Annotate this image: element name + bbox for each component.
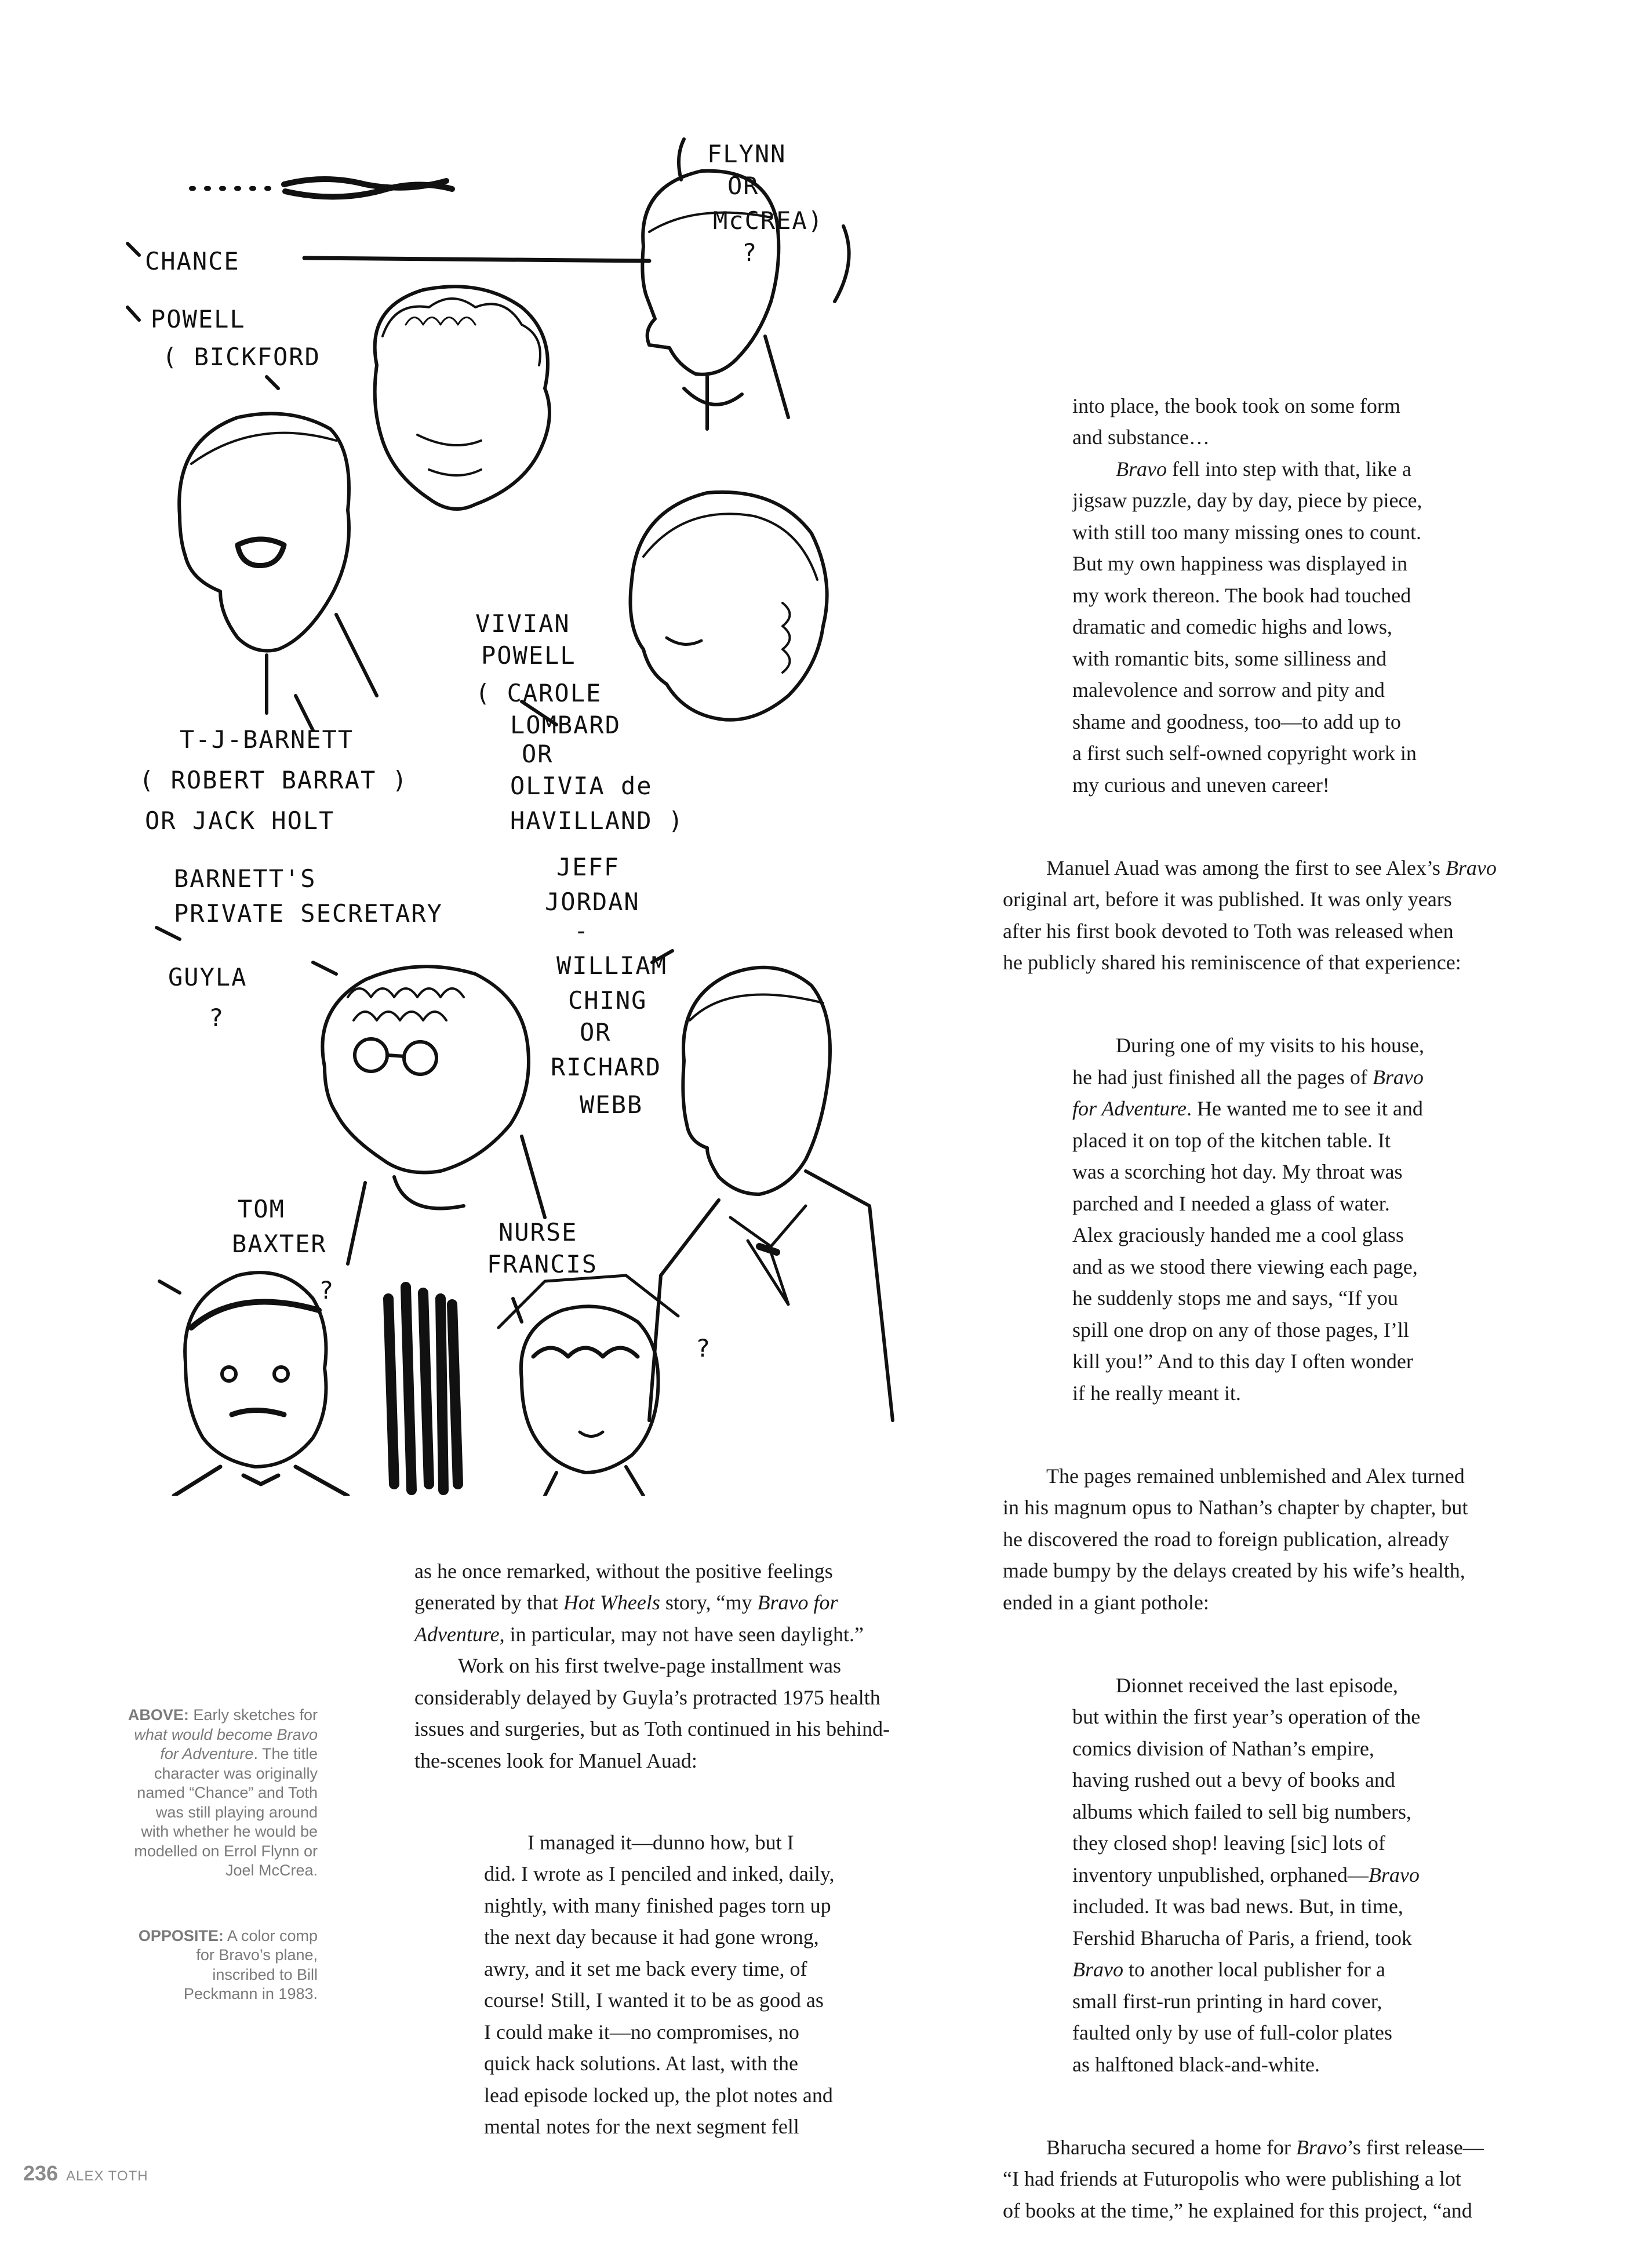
label-robert-barrat: ( ROBERT BARRAT )	[139, 766, 408, 794]
label-chance: CHANCE	[145, 247, 240, 275]
label-carole: ( CAROLE	[475, 679, 602, 707]
character-sketches	[104, 116, 974, 1496]
label-jeff: JEFF	[556, 853, 620, 881]
paragraph: Manuel Auad was among the first to see Alex’s Bravo original art, before it was published. It was only years after his first book devoted to Toth was released when he publicly shared his reminiscence of that experience:	[1003, 856, 1497, 974]
page-footer	[23, 2161, 148, 2186]
label-dash: -	[574, 917, 590, 945]
label-question-3: ?	[319, 1276, 335, 1304]
paragraph: Bharucha secured a home for Bravo’s first release— “I had friends at Futuropolis who were publishing a lot of books at the time,” he explained for this project, “and	[1003, 2135, 1484, 2222]
label-or-3: OR	[580, 1018, 612, 1046]
paragraph: The pages remained unblemished and Alex turned in his magnum opus to Nathan’s chapter by chapter, but he discovered the road to foreign publication, already made bumpy by the delays created by his wife’s health, ended in a giant pothole:	[1003, 1464, 1468, 1614]
label-question-4: ?	[696, 1334, 712, 1362]
label-jack-holt: OR JACK HOLT	[145, 806, 335, 835]
label-secretary: PRIVATE SECRETARY	[174, 899, 443, 928]
label-olivia: OLIVIA de	[510, 772, 653, 800]
block-quote: I managed it—dunno how, but I did. I wrote as I penciled and inked, daily, nightly, with many finished pages torn up the next day because it had gone wrong, awry, and it set me back every time, of course! Still, I wanted it to be as good as I could make it—no compromises, no quick hack solutions. At last, with the lead episode locked up, the plot notes and mental notes for the next segment fell	[484, 1830, 835, 2138]
label-flynn: FLYNN	[707, 140, 787, 168]
label-havilland: HAVILLAND )	[510, 806, 685, 835]
label-jordan: JORDAN	[545, 888, 640, 916]
block-quote: During one of my visits to his house, he had just finished all the pages of Bravo for Adventure. He wanted me to see it and placed it on top of the kitchen table. It was a scorching hot day. My throat was parched and I needed a glass of water. Alex graciously handed me a cool glass and as we stood there viewing each page, he suddenly stops me and says, “If you spill one drop on any of those pages, I’ll kill you!” And to this day I often wonder if he really meant it.	[1072, 1034, 1424, 1405]
label-vivian-powell: POWELL	[481, 641, 576, 670]
label-flynn-or: OR	[727, 172, 759, 200]
running-head: ALEX TOTH	[66, 2168, 148, 2184]
label-francis: FRANCIS	[487, 1250, 598, 1278]
sketch-illustration	[104, 116, 974, 1496]
label-mccrea: McCREA)	[713, 206, 824, 235]
block-quote: Dionnet received the last episode, but within the first year’s operation of the comics division of Nathan’s empire, having rushed out a bevy of books and albums which failed to sell big numbers, they closed shop! leaving [sic] lots of inventory unpublished, orphaned—Bravo included. It was bad news. But, in time, Fershid Bharucha of Paris, a friend, took Bravo to another local publisher for a small first-run printing in hard cover, faulted only by use of full-color plates as halftoned black-and-white.	[1072, 1673, 1421, 2076]
label-barnetts: BARNETT'S	[174, 864, 316, 893]
caption-opposite-lead: OPPOSITE:	[138, 1926, 224, 1944]
label-lombard: LOMBARD	[510, 711, 621, 739]
label-tom: TOM	[238, 1195, 285, 1223]
label-ching: CHING	[568, 986, 647, 1015]
label-tj-barnett: T-J-BARNETT	[180, 725, 354, 754]
label-vivian: VIVIAN	[475, 609, 570, 638]
label-richard: RICHARD	[551, 1053, 662, 1081]
label-william: WILLIAM	[556, 951, 668, 980]
page-number: 236	[23, 2161, 59, 2185]
paragraph: as he once remarked, without the positive feelings generated by that Hot Wheels story, “my Bravo for Adventure, in particular, may not have seen daylight.” Work on his first twelve-page installment was considerably delayed by Guyla’s protracted 1975 health issues and surgeries, but as Toth continued in his behind- the-scenes look for Manuel Auad:	[414, 1559, 890, 1772]
label-bickford: ( BICKFORD	[162, 343, 321, 371]
label-question-1: ?	[742, 238, 758, 267]
middle-column	[414, 1524, 954, 2174]
caption-above-lead: ABOVE:	[128, 1706, 189, 1724]
label-nurse: NURSE	[498, 1218, 578, 1246]
label-powell: POWELL	[151, 305, 246, 333]
label-baxter: BAXTER	[232, 1230, 327, 1258]
label-guyla: GUYLA	[168, 963, 248, 991]
caption-above: ABOVE: Early sketches for what would become Bravo for Adventure. The title character was originally named “Chance” and Toth was still playing around with whether he would be modelled on Errol Flynn or Joel McCrea.	[128, 1706, 318, 1879]
figure-caption	[93, 1667, 318, 2023]
label-question-2: ?	[209, 1004, 225, 1032]
label-or-2: OR	[522, 740, 554, 768]
label-webb: WEBB	[580, 1090, 643, 1119]
caption-opposite: OPPOSITE: A color comp for Bravo’s plane, inscribed to Bill Peckmann in 1983.	[138, 1926, 318, 2002]
block-quote: into place, the book took on some form and substance… Bravo fell into step with that, like a jigsaw puzzle, day by day, piece by piece, with still too many missing ones to count. But my own happiness was displayed in my work thereon. The book had touched dramatic and comedic highs and lows, with romantic bits, some silliness and malevolence and sorrow and pity and shame and goodness, too—to add up to a first such self-owned copyright work in my curious and uneven career!	[1072, 394, 1422, 797]
right-column	[1003, 358, 1559, 2258]
